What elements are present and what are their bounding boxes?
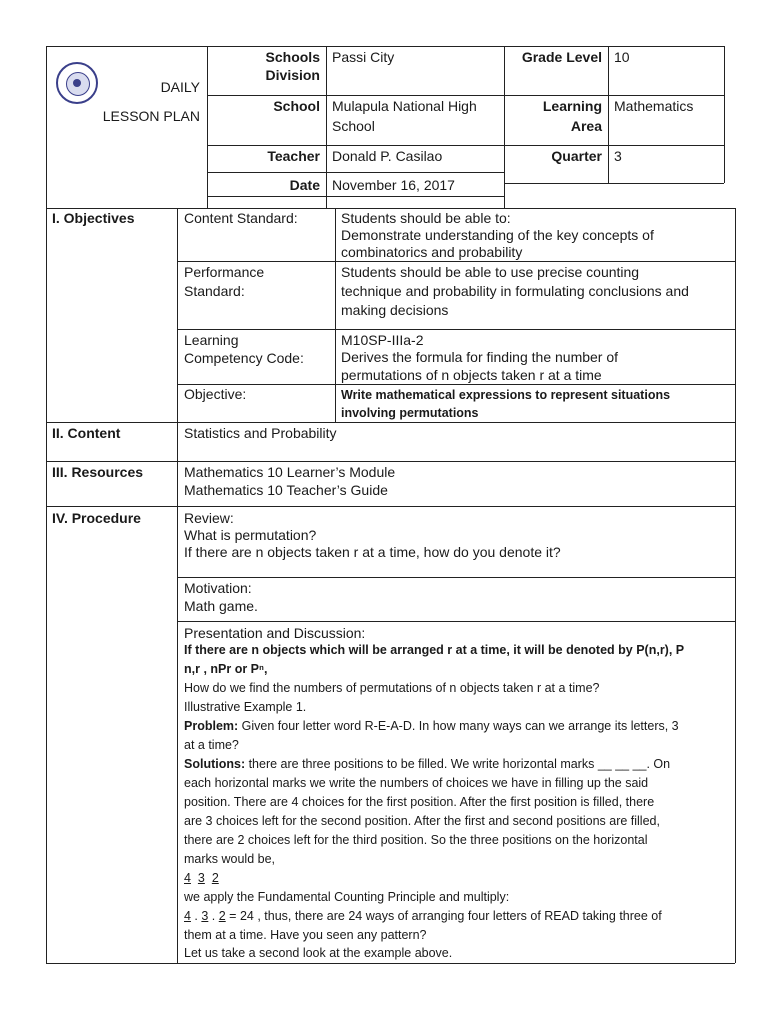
review-title: Review: — [184, 510, 234, 526]
quarter-label: Quarter — [551, 148, 602, 164]
content-standard-line: combinatorics and probability — [341, 244, 523, 260]
presentation-line: Illustrative Example 1. — [184, 700, 307, 714]
date-label: Date — [289, 177, 320, 193]
school-value-line2: School — [332, 118, 375, 134]
content-standard-line: Demonstrate understanding of the key concepts of — [341, 227, 654, 243]
deped-seal-icon — [56, 62, 98, 104]
quarter-value: 3 — [614, 148, 622, 164]
content-value: Statistics and Probability — [184, 425, 337, 441]
presentation-line: position. There are 4 choices for the first position. After the first position is filled, there — [184, 795, 655, 809]
presentation-line: Let us take a second look at the example above. — [184, 946, 453, 960]
date-value: November 16, 2017 — [332, 177, 455, 193]
presentation-line: each horizontal marks we write the numbers of choices we have in filling up the said — [184, 776, 649, 790]
content-standard-line: Students should be able to: — [341, 210, 511, 226]
motivation-line: Math game. — [184, 598, 258, 614]
presentation-line: marks would be, — [184, 852, 276, 866]
resource-item: Mathematics 10 Teacher’s Guide — [184, 482, 388, 498]
learning-competency-line: Derives the formula for finding the number of — [341, 349, 619, 365]
problem-line: Problem: Given four letter word R-E-A-D. In how many ways can we arrange its letters, 3 — [184, 719, 679, 733]
content-standard-label: Content Standard: — [184, 210, 298, 226]
performance-standard-label: Performance — [184, 264, 265, 280]
learning-area-value: Mathematics — [614, 98, 694, 114]
procedure-heading: IV. Procedure — [52, 510, 141, 526]
presentation-line: If there are n objects which will be arranged r at a time, it will be denoted by P(n,r), P — [184, 643, 685, 657]
resources-heading: III. Resources — [52, 464, 144, 480]
schools-division-label-1: Schools — [265, 49, 320, 65]
presentation-line: there are 2 choices left for the third position. So the three positions on the horizontal — [184, 833, 648, 847]
title-lesson-plan: LESSON PLAN — [102, 108, 200, 124]
performance-standard-label: Standard: — [184, 283, 245, 299]
learning-area-label-1: Learning — [542, 98, 602, 114]
learning-competency-code: M10SP-IIIa-2 — [341, 332, 424, 348]
product-line: 4 . 3 . 2 = 24 , thus, there are 24 ways of arranging four letters of READ taking three of — [184, 909, 662, 923]
objective-line: involving permutations — [341, 406, 479, 420]
grade-level-label: Grade Level — [521, 49, 602, 65]
school-label: School — [273, 98, 320, 114]
objective-label: Objective: — [184, 386, 247, 402]
school-value-line1: Mulapula National High — [332, 98, 477, 114]
learning-area-label-2: Area — [570, 118, 602, 134]
teacher-value: Donald P. Casilao — [332, 148, 443, 164]
presentation-title: Presentation and Discussion: — [184, 625, 366, 641]
review-line: What is permutation? — [184, 527, 317, 543]
schools-division-value: Passi City — [332, 49, 395, 65]
choices-line: 4 3 2 — [184, 871, 219, 885]
schools-division-label-2: Division — [265, 67, 320, 83]
performance-standard-line: technique and probability in formulating conclusions and — [341, 283, 689, 299]
grade-level-value: 10 — [614, 49, 630, 65]
presentation-line: are 3 choices left for the second position. After the first and second positions are filled, — [184, 814, 660, 828]
presentation-line: them at a time. Have you seen any pattern? — [184, 928, 427, 942]
review-line: If there are n objects taken r at a time, how do you denote it? — [184, 544, 561, 560]
teacher-label: Teacher — [267, 148, 320, 164]
learning-competency-label: Competency Code: — [184, 350, 304, 366]
presentation-line: at a time? — [184, 738, 239, 752]
resource-item: Mathematics 10 Learner’s Module — [184, 464, 396, 480]
objective-line: Write mathematical expressions to represent situations — [341, 388, 671, 402]
learning-competency-label: Learning — [184, 332, 239, 348]
presentation-line: How do we find the numbers of permutations of n objects taken r at a time? — [184, 681, 600, 695]
performance-standard-line: making decisions — [341, 302, 449, 318]
presentation-line: n,r , nPr or Pⁿ, — [184, 662, 268, 676]
presentation-line: we apply the Fundamental Counting Principle and multiply: — [184, 890, 510, 904]
performance-standard-line: Students should be able to use precise counting — [341, 264, 640, 280]
motivation-title: Motivation: — [184, 580, 252, 596]
learning-competency-line: permutations of n objects taken r at a time — [341, 367, 602, 383]
content-heading: II. Content — [52, 425, 121, 441]
solutions-line: Solutions: there are three positions to be filled. We write horizontal marks __ __ __. On — [184, 757, 671, 771]
objectives-heading: I. Objectives — [52, 210, 135, 226]
title-daily: DAILY — [160, 79, 200, 95]
